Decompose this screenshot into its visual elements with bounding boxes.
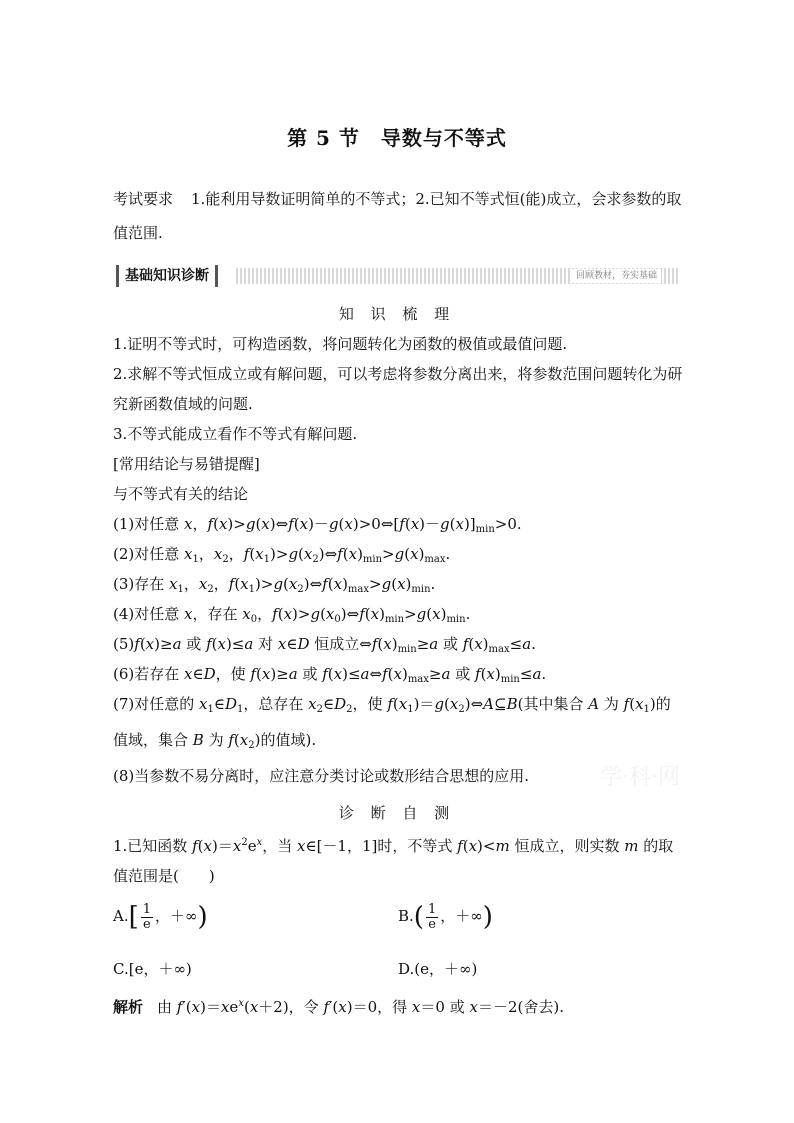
point-4: [常用结论与易错提醒] (113, 455, 260, 473)
section-heading-knowledge: 知 识 梳 理 (338, 305, 456, 323)
conclusion-4: (4)对任意 x，存在 $x_0$，$f(x)>g(x_0)\Leftrightarrow f(x)_{min}>g(x)_{min}$. (113, 605, 471, 625)
section-banner (116, 265, 679, 287)
point-5: 与不等式有关的结论 (113, 485, 249, 503)
conclusion-2: (2)对任意 $x_1$，$x_2$，$f(x_1)>g(x_2)\Leftrightarrow f(x)_{min}>g(x)_{max}$. (113, 545, 451, 565)
analysis (113, 996, 564, 1017)
conclusion-7: (7)对任意的 $x_1\in D_1$，总存在 $x_2\in D_2$，使 $f(x_1)=g(x_2)\Leftrightarrow A⊆B$(其中集合 A 为 $f(x_1)$的值域，集合 B 为 $f(x_2)$的值域). (113, 695, 671, 751)
page-title: 第 5 节 导数与不等式 (287, 126, 507, 150)
analysis-text: 由 $f'(x)=xe^x(x+2)$，令 f′(x)＝0，得 x＝0 或 x＝－2(舍去). (157, 998, 564, 1016)
knowledge-points (113, 329, 683, 791)
option-b[interactable]: B.( $\frac{1}{e}$ ，＋∞) (398, 901, 493, 932)
point-1: 1.证明不等式时，可构造函数，将问题转化为函数的极值或最值问题. (113, 335, 568, 353)
section-heading-self-test: 诊 断 自 测 (338, 804, 456, 822)
point-3: 3.不等式能成立看作不等式有解问题. (113, 425, 358, 443)
conclusion-1: (1)对任意 x，$f(x)>g(x)\Leftrightarrow f(x)-g(x)>0\Leftrightarrow[f(x)-g(x)]_{min}>0$. (113, 515, 522, 535)
option-a[interactable]: A.[ $\frac{1}{e}$ ，＋∞) (113, 901, 208, 932)
conclusion-6: (6)若存在 x∈D，使 f(x)≥a 或 $f(x)\le a\Leftrightarrow f(x)_{max}\ge a$ 或 $f(x)_{min}\le a$. (113, 665, 547, 685)
option-c[interactable]: C.[e，＋∞) (113, 960, 192, 978)
analysis-label: 解析 (113, 998, 144, 1016)
conclusion-5: (5)f(x)≥a 或 f(x)≤a 对 x∈D 恒成立$\Leftrightarrow f(x)_{min}\ge a$ 或 $f(x)_{max}\le a$. (113, 635, 536, 655)
question-stem: 1.已知函数 $f(x)=x^2e^x$，当 x∈[－1，1]时，不等式 f(x)<m 恒成立，则实数 m 的取值范围是( ) (113, 837, 674, 885)
requirements-text: 1.能利用导数证明简单的不等式；2.已知不等式恒(能)成立，会求参数的取值范围. (113, 190, 682, 242)
banner-title: 基础知识诊断 (116, 265, 218, 287)
watermark: 学·科·网 (600, 765, 680, 790)
exam-requirements (113, 182, 683, 250)
point-2: 2.求解不等式恒成立或有解问题，可以考虑将参数分离出来，将参数范围问题转化为研究新函数值域的问题. (113, 365, 683, 413)
banner-note: 回顾教材，夯实基础 (572, 269, 661, 283)
conclusion-3: (3)存在 $x_1$，$x_2$，$f(x_1)>g(x_2)\Leftrightarrow f(x)_{max}>g(x)_{min}$. (113, 575, 436, 595)
conclusion-8: (8)当参数不易分离时，应注意分类讨论或数形结合思想的应用. (113, 767, 530, 785)
requirements-label: 考试要求 (113, 190, 174, 208)
option-d[interactable]: D.(e，＋∞) (398, 960, 478, 978)
